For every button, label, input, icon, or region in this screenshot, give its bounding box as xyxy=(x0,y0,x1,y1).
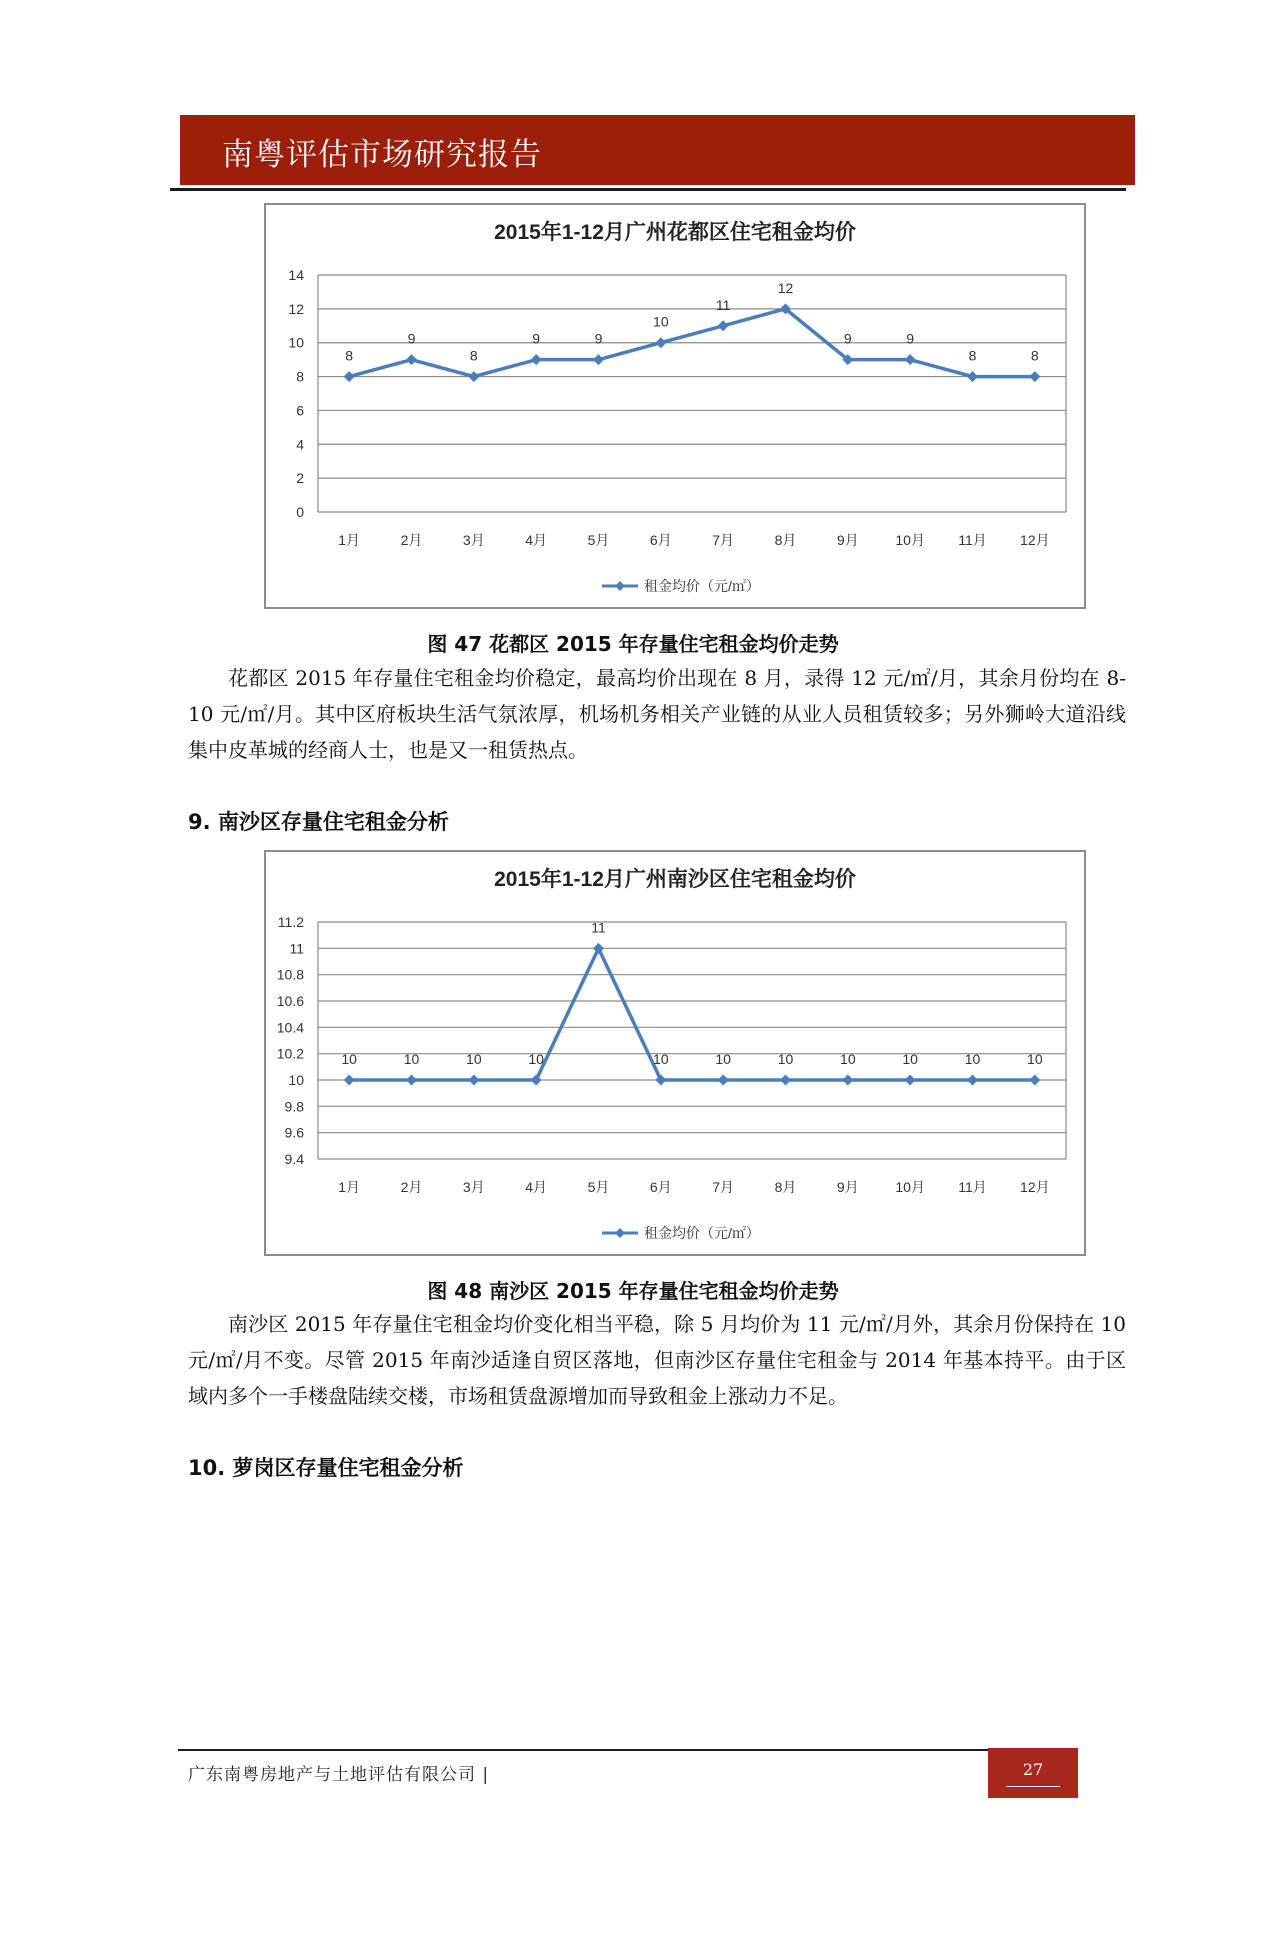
x-tick-label: 6月 xyxy=(649,1179,672,1195)
chart-title: 2015年1-12月广州花都区住宅租金均价 xyxy=(494,221,856,244)
data-label: 8 xyxy=(968,347,977,364)
data-point xyxy=(1029,371,1040,382)
data-point xyxy=(468,371,479,382)
y-tick-label: 9.8 xyxy=(284,1098,304,1115)
x-tick-label: 5月 xyxy=(587,1179,610,1195)
data-label: 8 xyxy=(1030,347,1039,364)
legend-marker xyxy=(615,581,625,591)
y-tick-label: 2 xyxy=(296,470,304,487)
legend-label: 租金均价（元/㎡） xyxy=(644,578,760,594)
legend-label: 租金均价（元/㎡） xyxy=(644,1225,760,1241)
footer-company: 广东南粤房地产与土地评估有限公司 | xyxy=(188,1765,490,1785)
x-tick-label: 8月 xyxy=(774,532,797,548)
page-number-badge xyxy=(988,1748,1078,1798)
y-tick-label: 14 xyxy=(288,267,304,283)
y-tick-label: 10.6 xyxy=(276,993,304,1009)
x-tick-label: 11月 xyxy=(958,532,987,548)
data-label: 11 xyxy=(715,296,731,313)
data-label: 10 xyxy=(341,1051,357,1067)
data-label: 9 xyxy=(594,330,603,347)
x-tick-label: 7月 xyxy=(712,1179,735,1195)
x-tick-label: 4月 xyxy=(525,1179,548,1195)
x-tick-label: 5月 xyxy=(587,532,610,548)
x-tick-label: 12月 xyxy=(1020,532,1050,548)
x-tick-label: 6月 xyxy=(649,532,672,548)
header-band xyxy=(180,115,1135,185)
data-label: 10 xyxy=(653,313,669,330)
x-tick-label: 8月 xyxy=(774,1179,797,1195)
data-point xyxy=(842,1075,853,1086)
data-point xyxy=(718,320,729,331)
data-label: 9 xyxy=(906,330,915,347)
y-tick-label: 10 xyxy=(288,1072,304,1088)
data-point xyxy=(905,1075,916,1086)
x-tick-label: 2月 xyxy=(400,1179,423,1195)
x-tick-label: 3月 xyxy=(462,1179,485,1195)
y-tick-label: 9.6 xyxy=(284,1124,304,1141)
figure-47-caption: 图 47 花都区 2015 年存量住宅租金均价走势 xyxy=(427,632,839,656)
data-point xyxy=(593,943,604,954)
chart-title: 2015年1-12月广州南沙区住宅租金均价 xyxy=(494,868,856,891)
data-point xyxy=(406,1075,417,1086)
data-label: 10 xyxy=(528,1051,544,1067)
y-tick-label: 9.4 xyxy=(284,1151,304,1167)
data-label: 9 xyxy=(843,330,852,347)
header-rule xyxy=(170,188,1126,191)
nansha-section-heading: 9. 南沙区存量住宅租金分析 xyxy=(188,810,449,834)
y-tick-label: 10 xyxy=(288,334,304,351)
y-tick-label: 10.4 xyxy=(276,1019,304,1036)
nansha-paragraph: 南沙区 2015 年存量住宅租金均价变化相当平稳，除 5 月均价为 11 元/㎡/月外，其余月份保持在 10 元/㎡/月不变。尽管 2015 年南沙适逢自贸区落地，但南沙区存量住宅租金与 2014 年基本持平。由于区域内多个一手楼盘陆续交楼，市场租赁盘源增加而导致租金上涨动力不足。 xyxy=(188,1312,1126,1408)
y-tick-label: 0 xyxy=(296,504,304,520)
chart-svg xyxy=(266,205,1084,607)
y-tick-label: 11 xyxy=(289,940,304,957)
x-tick-label: 10月 xyxy=(895,1179,925,1195)
x-tick-label: 1月 xyxy=(338,532,361,548)
x-tick-label: 3月 xyxy=(462,532,485,548)
x-tick-label: 4月 xyxy=(525,532,548,548)
chart-svg xyxy=(266,852,1084,1254)
data-label: 8 xyxy=(345,347,354,364)
data-label: 10 xyxy=(466,1051,482,1067)
huadu-paragraph: 花都区 2015 年存量住宅租金均价稳定，最高均价出现在 8 月，录得 12 元/㎡/月，其余月份均在 8-10 元/㎡/月。其中区府板块生活气氛浓厚，机场机务相关产业链的从业人员租赁较多；另外狮岭大道沿线集中皮革城的经商人士，也是又一租赁热点。 xyxy=(188,666,1126,762)
x-tick-label: 9月 xyxy=(836,532,859,548)
data-point xyxy=(655,337,666,348)
data-label: 9 xyxy=(407,330,416,347)
data-point xyxy=(344,1075,355,1086)
data-label: 8 xyxy=(469,347,478,364)
data-point xyxy=(655,1075,666,1086)
nansha-rent-chart xyxy=(264,850,1086,1256)
luogang-section-heading: 10. 萝岗区存量住宅租金分析 xyxy=(188,1456,464,1480)
y-tick-label: 6 xyxy=(296,402,304,419)
y-tick-label: 10.8 xyxy=(276,966,304,983)
x-tick-label: 10月 xyxy=(895,532,925,548)
report-title: 南粤评估市场研究报告 xyxy=(222,137,542,173)
y-tick-label: 4 xyxy=(296,436,304,453)
y-tick-label: 8 xyxy=(296,368,304,385)
data-label: 10 xyxy=(902,1051,918,1067)
data-point xyxy=(468,1075,479,1086)
data-point xyxy=(593,354,604,365)
data-label: 10 xyxy=(777,1051,794,1067)
data-label: 12 xyxy=(777,279,794,296)
data-label: 11 xyxy=(591,919,606,936)
data-label: 9 xyxy=(532,330,541,347)
data-label: 10 xyxy=(840,1051,856,1067)
data-point xyxy=(1029,1075,1040,1086)
x-tick-label: 12月 xyxy=(1020,1179,1050,1195)
data-label: 10 xyxy=(403,1051,420,1067)
data-label: 10 xyxy=(715,1051,731,1067)
data-point xyxy=(531,354,542,365)
footer-rule xyxy=(178,1749,988,1751)
data-label: 10 xyxy=(1027,1051,1043,1067)
y-tick-label: 10.2 xyxy=(276,1045,304,1062)
data-label: 10 xyxy=(653,1051,669,1067)
page-number-underline xyxy=(1006,1786,1060,1787)
x-tick-label: 11月 xyxy=(958,1179,987,1195)
figure-48-caption: 图 48 南沙区 2015 年存量住宅租金均价走势 xyxy=(427,1279,839,1303)
legend-marker xyxy=(615,1228,625,1238)
x-tick-label: 9月 xyxy=(836,1179,859,1195)
x-tick-label: 7月 xyxy=(712,532,735,548)
page-number: 27 xyxy=(1022,1760,1044,1779)
data-point xyxy=(406,354,417,365)
x-tick-label: 2月 xyxy=(400,532,423,548)
data-point xyxy=(531,1075,542,1086)
data-point xyxy=(967,1075,978,1086)
data-point xyxy=(344,371,355,382)
x-tick-label: 1月 xyxy=(338,1179,361,1195)
data-point xyxy=(718,1075,729,1086)
data-point xyxy=(780,1075,791,1086)
series-line xyxy=(349,948,1035,1080)
data-label: 10 xyxy=(964,1051,981,1067)
y-tick-label: 12 xyxy=(288,300,304,317)
data-point xyxy=(967,371,978,382)
huadu-rent-chart xyxy=(264,203,1086,609)
y-tick-label: 11.2 xyxy=(277,914,304,930)
data-point xyxy=(905,354,916,365)
